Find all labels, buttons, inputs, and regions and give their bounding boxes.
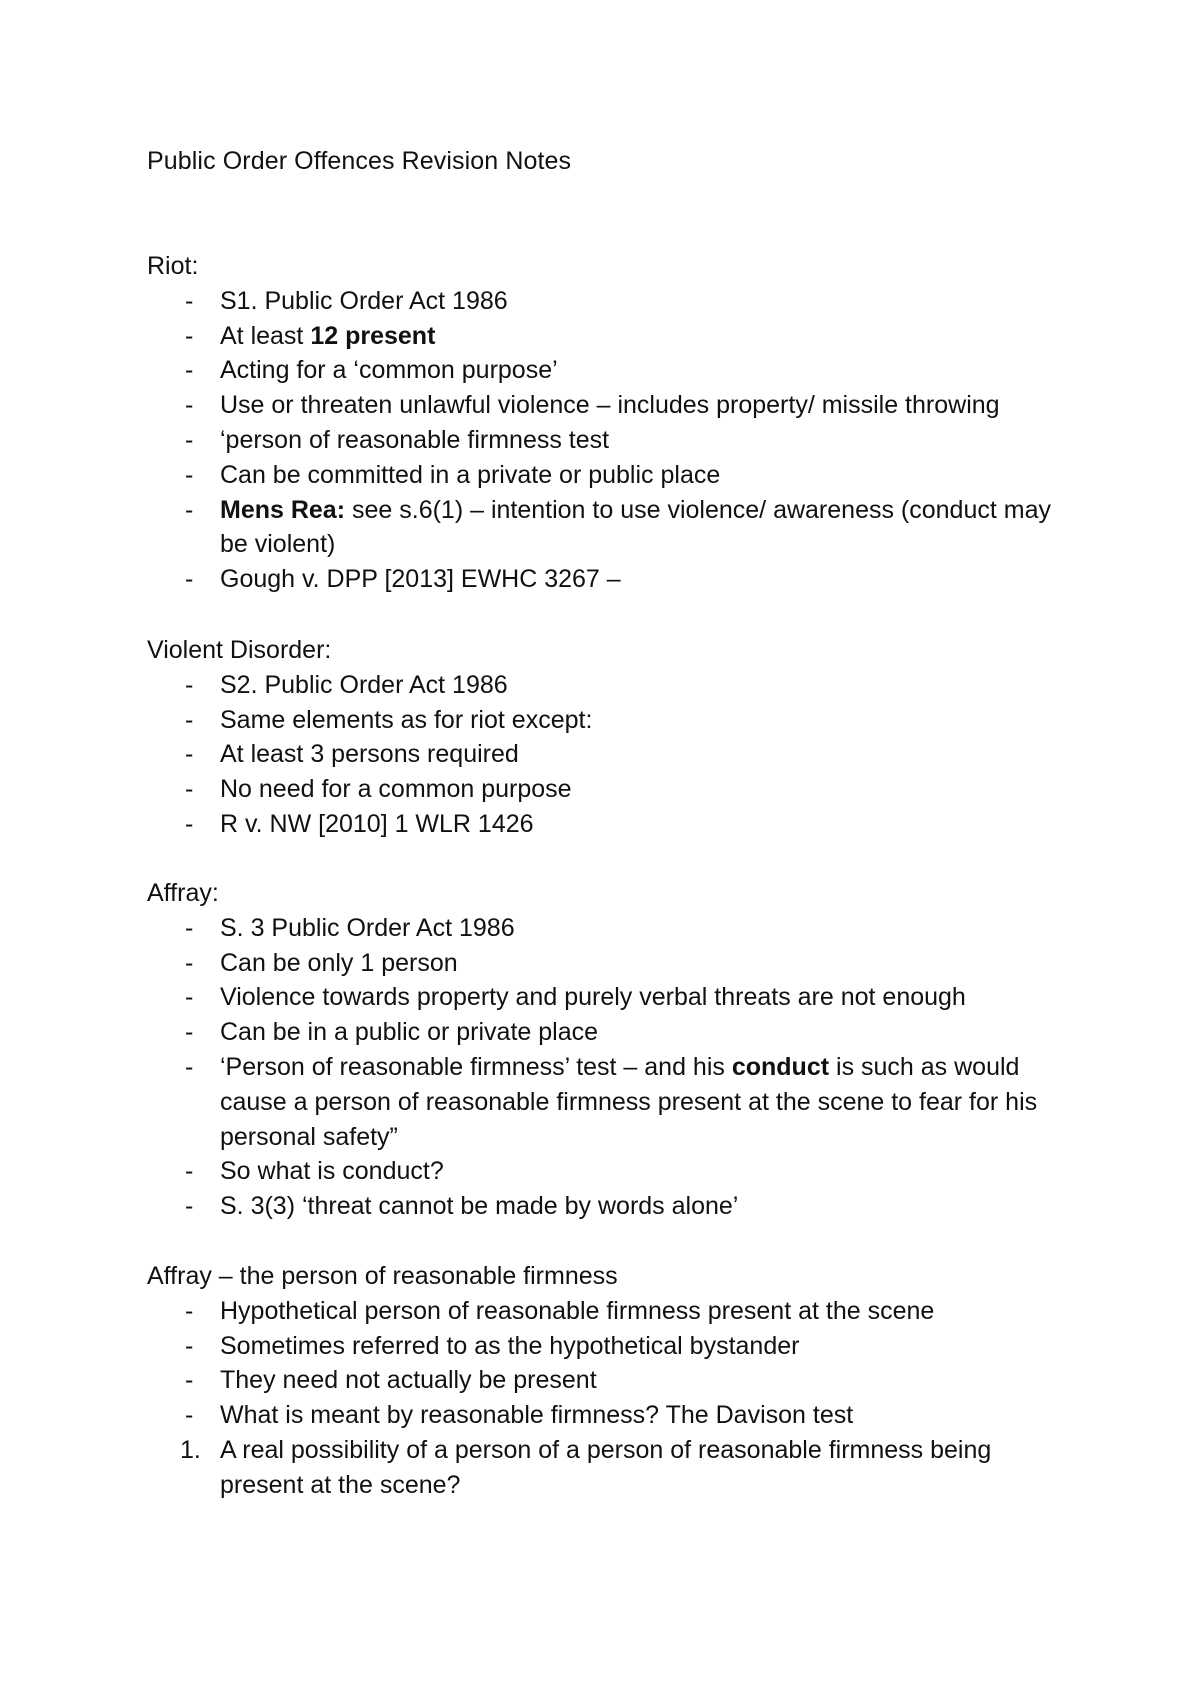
list-item <box>147 284 1067 319</box>
bullet-marker: - <box>185 356 194 385</box>
bullet-marker: - <box>185 460 194 489</box>
bullet-marker: - <box>185 705 194 734</box>
list-item <box>147 423 1067 458</box>
list-item <box>147 1154 1067 1189</box>
bullet-marker: - <box>185 1401 194 1430</box>
item-text: ‘Person of reasonable firmness’ test – and his <box>220 1052 732 1081</box>
item-text: Same elements as for riot except: <box>220 705 593 734</box>
item-text: S1. Public Order Act 1986 <box>220 286 508 315</box>
number-marker: 1. <box>180 1435 201 1464</box>
list-item <box>147 1189 1067 1224</box>
list-item <box>147 388 1067 423</box>
section-violent-disorder <box>147 633 1067 842</box>
bullet-marker: - <box>185 775 194 804</box>
item-text: S. 3 Public Order Act 1986 <box>220 913 515 942</box>
bullet-marker: - <box>185 1052 194 1081</box>
item-text: Can be in a public or private place <box>220 1018 599 1047</box>
item-text: Hypothetical person of reasonable firmness present at the scene <box>220 1296 935 1325</box>
list-item <box>147 668 1067 703</box>
list-item <box>147 458 1067 493</box>
item-text: S2. Public Order Act 1986 <box>220 670 508 699</box>
list-item <box>147 319 1067 354</box>
bullet-marker: - <box>185 1018 194 1047</box>
item-text: Acting for a ‘common purpose’ <box>220 356 558 385</box>
list-item <box>147 703 1067 738</box>
item-text: Use or threaten unlawful violence – includes property/ missile throwing <box>220 391 1000 420</box>
section-heading: Riot: <box>147 252 199 280</box>
list-item <box>147 353 1067 388</box>
section-affray <box>147 876 1067 1224</box>
bullet-marker: - <box>185 565 194 594</box>
bullet-marker: - <box>185 670 194 699</box>
item-text: is such as would cause a person of reasonable firmness present at the scene to fear for his personal safety” <box>220 1052 1038 1151</box>
item-text: Can be only 1 person <box>220 948 458 977</box>
list-item <box>147 737 1067 772</box>
section-heading: Affray: <box>147 879 219 907</box>
item-text: A real possibility of a person of a person of reasonable firmness being present at the scene? <box>220 1435 992 1499</box>
bullet-marker: - <box>185 983 194 1012</box>
bullet-list <box>147 668 1067 842</box>
bullet-marker: - <box>185 391 194 420</box>
bullet-marker: - <box>185 321 194 350</box>
item-text: Violence towards property and purely verbal threats are not enough <box>220 983 966 1012</box>
item-bold-text: 12 present <box>310 321 436 350</box>
item-text: S. 3(3) ‘threat cannot be made by words alone’ <box>220 1192 739 1221</box>
item-text: R v. NW [2010] 1 WLR 1426 <box>220 809 534 838</box>
numbered-list <box>147 1433 1067 1503</box>
list-item <box>147 1433 1067 1503</box>
document-title: Public Order Offences Revision Notes <box>147 147 572 175</box>
bullet-marker: - <box>185 913 194 942</box>
section-heading: Affray – the person of reasonable firmness <box>147 1262 618 1290</box>
list-item <box>147 493 1067 563</box>
list-item <box>147 1294 1067 1329</box>
list-item <box>147 980 1067 1015</box>
item-text: They need not actually be present <box>220 1366 597 1395</box>
item-text: What is meant by reasonable firmness? The Davison test <box>220 1401 854 1430</box>
item-text: ‘person of reasonable firmness test <box>220 425 610 454</box>
item-bold-text: Mens Rea: <box>220 495 346 524</box>
item-text: So what is conduct? <box>220 1157 444 1186</box>
section-affray-reasonable-firmness <box>147 1259 1067 1503</box>
item-text: Sometimes referred to as the hypothetical bystander <box>220 1331 800 1360</box>
list-item <box>147 772 1067 807</box>
list-item <box>147 1015 1067 1050</box>
section-riot <box>147 249 1067 597</box>
bullet-list <box>147 284 1067 597</box>
list-item <box>147 946 1067 981</box>
item-text: Can be committed in a private or public place <box>220 460 721 489</box>
section-heading: Violent Disorder: <box>147 636 332 664</box>
list-item <box>147 1363 1067 1398</box>
bullet-list <box>147 911 1067 1224</box>
bullet-marker: - <box>185 286 194 315</box>
item-text: No need for a common purpose <box>220 775 572 804</box>
list-item <box>147 1398 1067 1433</box>
list-item <box>147 562 1067 597</box>
bullet-marker: - <box>185 1192 194 1221</box>
item-text: At least <box>220 321 311 350</box>
bullet-marker: - <box>185 1296 194 1325</box>
item-bold-text: conduct <box>731 1052 830 1081</box>
bullet-marker: - <box>185 809 194 838</box>
item-text: see s.6(1) – intention to use violence/ awareness (conduct may be violent) <box>220 495 1051 559</box>
bullet-marker: - <box>185 1157 194 1186</box>
list-item <box>147 911 1067 946</box>
bullet-marker: - <box>185 740 194 769</box>
bullet-marker: - <box>185 425 194 454</box>
item-text: Gough v. DPP [2013] EWHC 3267 – <box>220 565 621 594</box>
bullet-marker: - <box>185 948 194 977</box>
list-item <box>147 1050 1067 1154</box>
item-text: At least 3 persons required <box>220 740 519 769</box>
list-item <box>147 807 1067 842</box>
bullet-list <box>147 1294 1067 1433</box>
bullet-marker: - <box>185 495 194 524</box>
bullet-marker: - <box>185 1366 194 1395</box>
list-item <box>147 1329 1067 1364</box>
bullet-marker: - <box>185 1331 194 1360</box>
